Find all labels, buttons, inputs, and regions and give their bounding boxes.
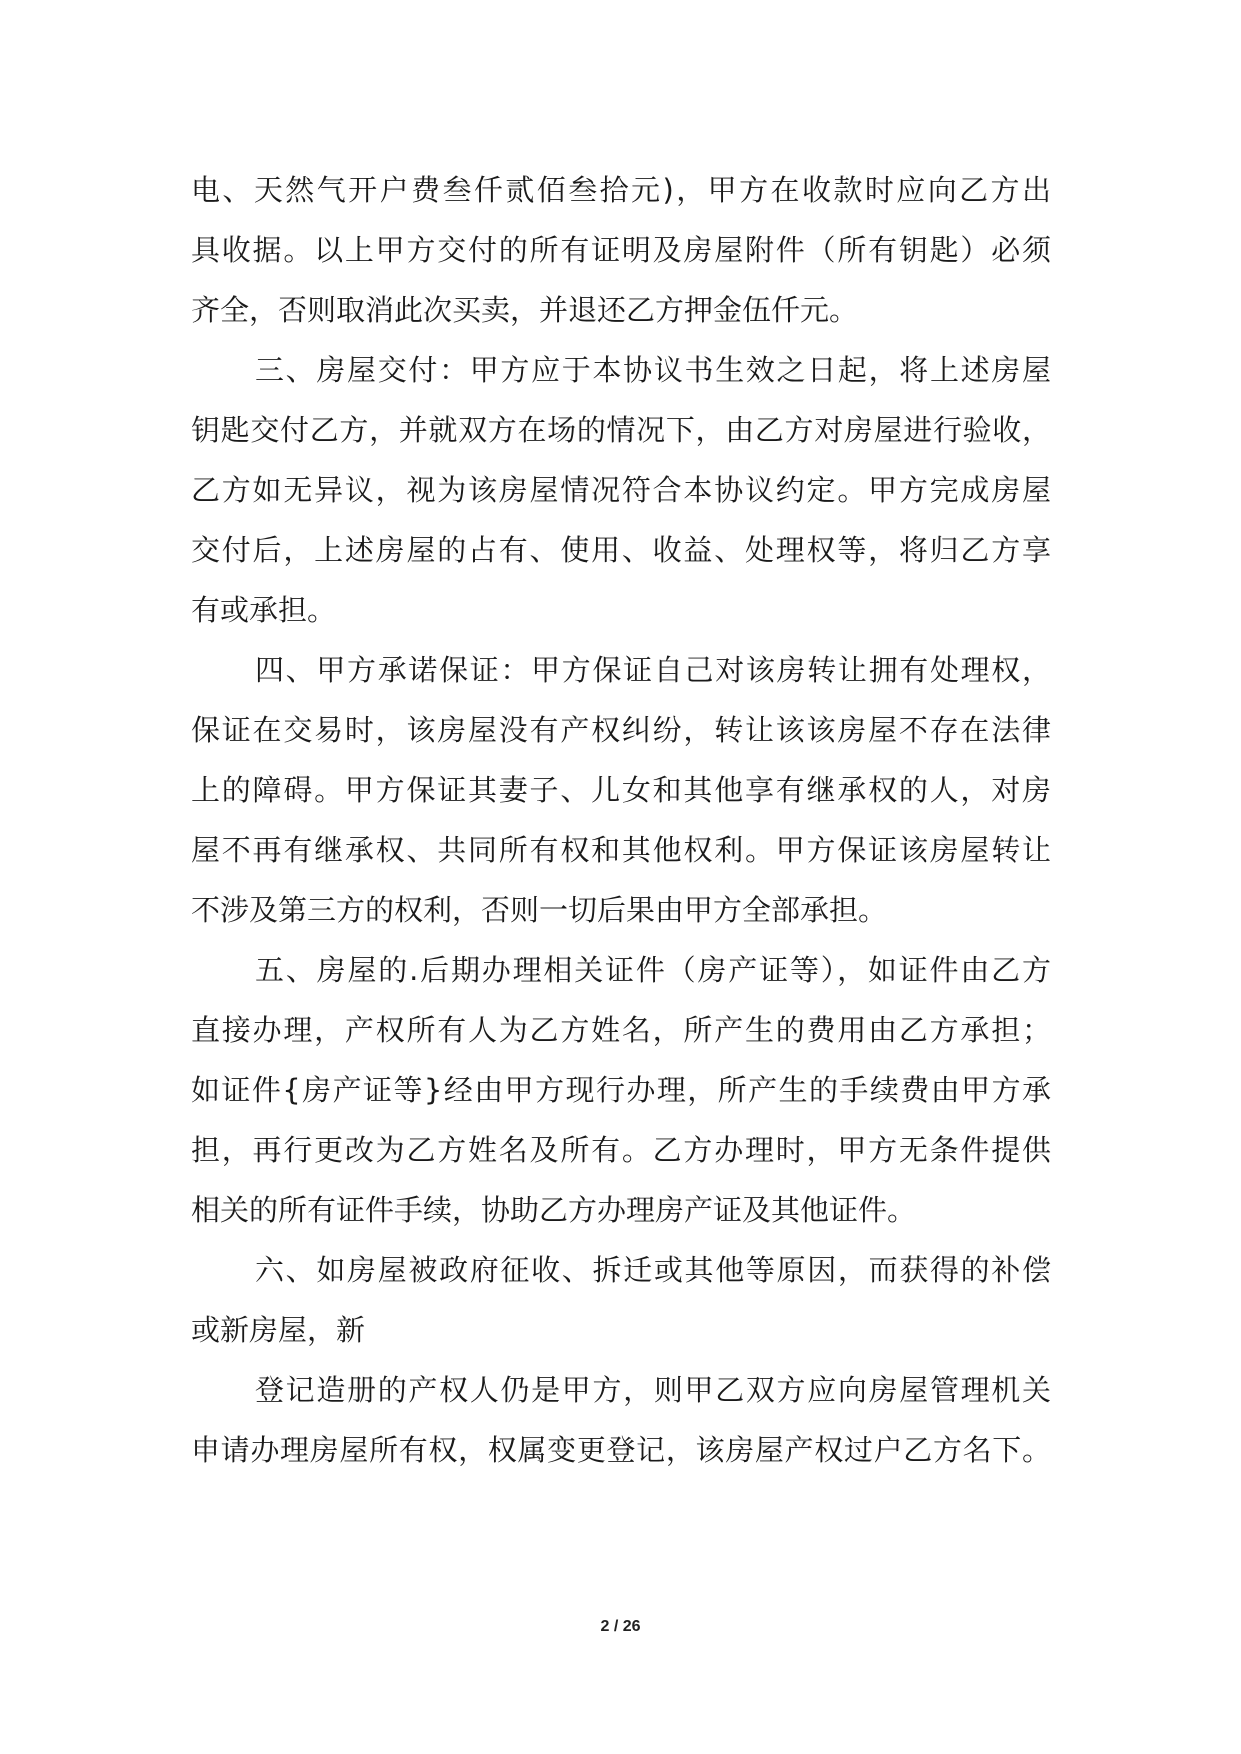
text-line: 有或承担。 <box>191 593 337 627</box>
text-line: 或新房屋，新 <box>191 1313 366 1347</box>
text-line: 三、房屋交付：甲方应于本协议书生效之日起，将上述房屋 <box>255 353 1051 387</box>
text-line: 具收据。以上甲方交付的所有证明及房屋附件（所有钥匙）必须 <box>191 233 1051 267</box>
text-line: 齐全，否则取消此次买卖，并退还乙方押金伍仟元。 <box>191 293 859 327</box>
body-text <box>191 160 1051 1480</box>
text-line: 交付后，上述房屋的占有、使用、收益、处理权等，将归乙方享 <box>191 533 1051 567</box>
text-line: 申请办理房屋所有权，权属变更登记，该房屋产权过户乙方名下。 <box>191 1433 1051 1467</box>
text-line: 电、天然气开户费叁仟贰佰叁拾元)，甲方在收款时应向乙方出 <box>191 173 1051 207</box>
text-line: 钥匙交付乙方，并就双方在场的情况下，由乙方对房屋进行验收， <box>191 413 1051 447</box>
text-line: 相关的所有证件手续，协助乙方办理房产证及其他证件。 <box>191 1193 917 1227</box>
text-line: 屋不再有继承权、共同所有权和其他权利。甲方保证该房屋转让 <box>191 833 1051 867</box>
text-line: 六、如房屋被政府征收、拆迁或其他等原因，而获得的补偿 <box>255 1253 1051 1287</box>
page-number: 2 / 26 <box>600 1618 641 1635</box>
text-line: 五、房屋的.后期办理相关证件（房产证等），如证件由乙方 <box>255 953 1051 987</box>
text-line: 如证件{房产证等}经由甲方现行办理，所产生的手续费由甲方承 <box>191 1073 1051 1107</box>
text-line: 直接办理，产权所有人为乙方姓名，所产生的费用由乙方承担； <box>191 1013 1051 1047</box>
text-line: 不涉及第三方的权利，否则一切后果由甲方全部承担。 <box>191 893 888 927</box>
text-line: 保证在交易时，该房屋没有产权纠纷，转让该该房屋不存在法律 <box>191 713 1051 747</box>
text-line: 四、甲方承诺保证：甲方保证自己对该房转让拥有处理权， <box>255 653 1051 687</box>
text-line: 担，再行更改为乙方姓名及所有。乙方办理时，甲方无条件提供 <box>191 1133 1051 1167</box>
text-line: 上的障碍。甲方保证其妻子、儿女和其他享有继承权的人，对房 <box>191 773 1051 807</box>
text-line: 乙方如无异议，视为该房屋情况符合本协议约定。甲方完成房屋 <box>191 473 1051 507</box>
text-line: 登记造册的产权人仍是甲方，则甲乙双方应向房屋管理机关 <box>255 1373 1051 1407</box>
